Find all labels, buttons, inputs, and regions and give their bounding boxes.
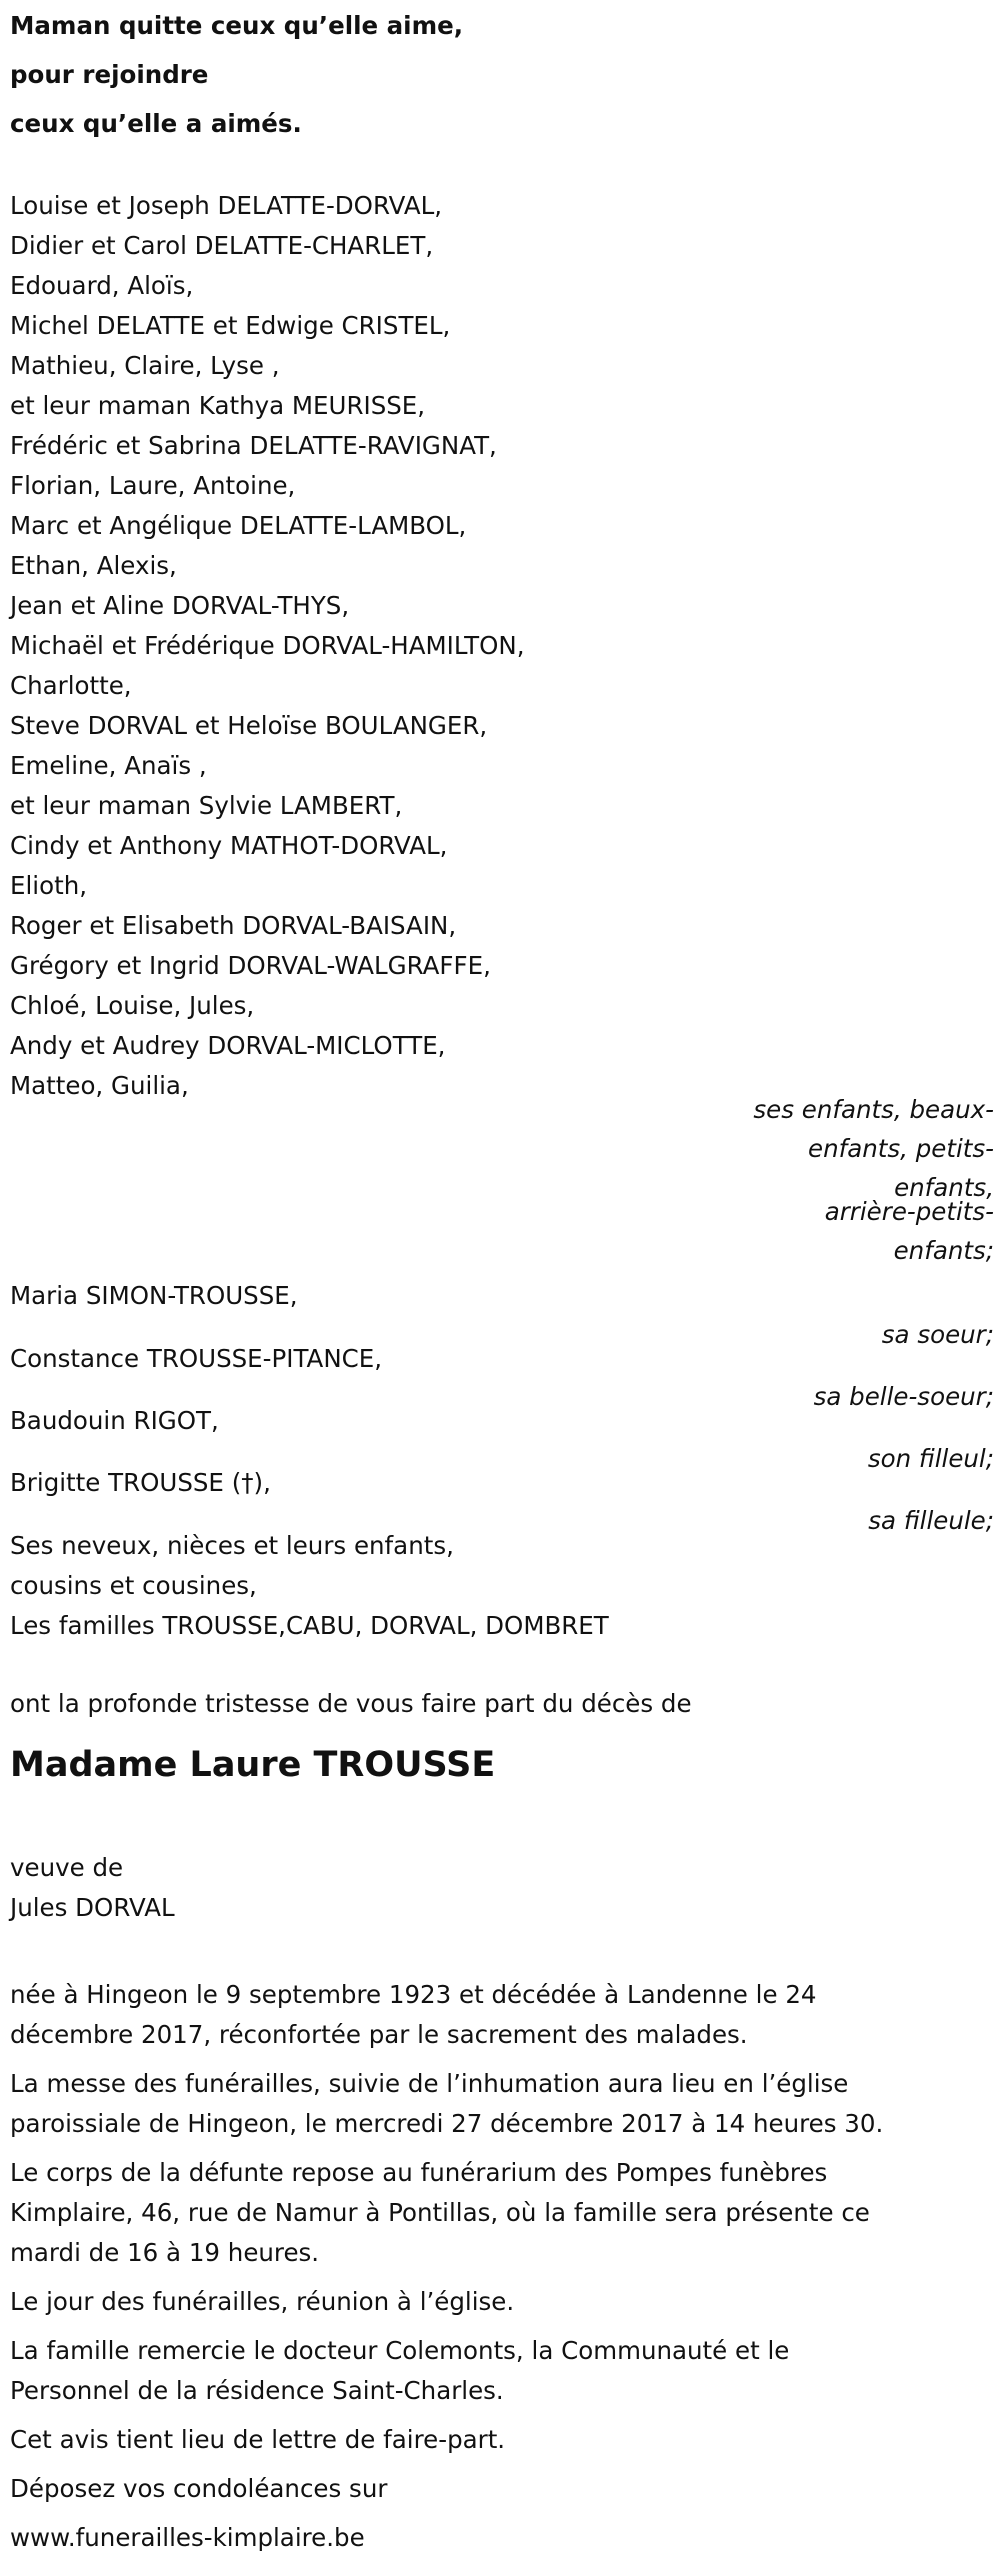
family-line: Chloé, Louise, Jules,: [10, 991, 255, 1020]
family-line: Ethan, Alexis,: [10, 551, 177, 580]
details-line: Déposez vos condoléances sur: [10, 2474, 388, 2503]
deceased-name: Madame Laure TROUSSE: [10, 1745, 496, 1785]
relative-name: Constance TROUSSE-PITANCE,: [10, 1344, 383, 1373]
family-line: et leur maman Kathya MEURISSE,: [10, 391, 426, 420]
details-line: Kimplaire, 46, rue de Namur à Pontillas, où la famille sera présente ce: [10, 2198, 870, 2227]
family-line: Emeline, Anaïs ,: [10, 751, 207, 780]
family-line: Matteo, Guilia,: [10, 1071, 189, 1100]
details-line: paroissiale de Hingeon, le mercredi 27 décembre 2017 à 14 heures 30.: [10, 2109, 884, 2138]
relative-name: Baudouin RIGOT,: [10, 1406, 219, 1435]
details-line: Cet avis tient lieu de lettre de faire-part.: [10, 2425, 506, 2454]
relative-relation: sa belle-soeur;: [813, 1382, 994, 1411]
relative-relation: son filleul;: [867, 1444, 994, 1473]
details-line: Le jour des funérailles, réunion à l’église.: [10, 2287, 515, 2316]
announcement: ont la profonde tristesse de vous faire part du décès de: [10, 1689, 692, 1718]
others-line: cousins et cousines,: [10, 1571, 257, 1600]
details-line: Le corps de la défunte repose au funérarium des Pompes funèbres: [10, 2158, 828, 2187]
family-line: Grégory et Ingrid DORVAL-WALGRAFFE,: [10, 951, 491, 980]
others-line: Ses neveux, nièces et leurs enfants,: [10, 1531, 454, 1560]
relative-name: Brigitte TROUSSE (†),: [10, 1468, 271, 1497]
details-line: La messe des funérailles, suivie de l’inhumation aura lieu en l’église: [10, 2069, 849, 2098]
details-line: née à Hingeon le 9 septembre 1923 et décédée à Landenne le 24: [10, 1980, 817, 2009]
relative-relation: sa filleule;: [868, 1506, 994, 1535]
condolences-link[interactable]: www.funerailles-kimplaire.be: [10, 2523, 365, 2552]
epigraph-line-2: pour rejoindre: [10, 60, 209, 89]
relative-relation: sa soeur;: [881, 1320, 994, 1349]
family-line: Steve DORVAL et Heloïse BOULANGER,: [10, 711, 488, 740]
family-relation-line: enfants,: [894, 1173, 994, 1202]
epigraph-line-3: ceux qu’elle a aimés.: [10, 109, 302, 138]
family-line: Didier et Carol DELATTE-CHARLET,: [10, 231, 434, 260]
family-line: Charlotte,: [10, 671, 132, 700]
family-line: Frédéric et Sabrina DELATTE-RAVIGNAT,: [10, 431, 497, 460]
family-line: Michel DELATTE et Edwige CRISTEL,: [10, 311, 451, 340]
family-relation-line: enfants;: [893, 1236, 994, 1265]
family-line: Florian, Laure, Antoine,: [10, 471, 296, 500]
details-line: Personnel de la résidence Saint-Charles.: [10, 2376, 504, 2405]
details-line: décembre 2017, réconfortée par le sacrement des malades.: [10, 2020, 748, 2049]
epigraph-line-1: Maman quitte ceux qu’elle aime,: [10, 11, 464, 40]
family-line: Roger et Elisabeth DORVAL-BAISAIN,: [10, 911, 457, 940]
family-line: Edouard, Aloïs,: [10, 271, 194, 300]
family-relation-line: arrière-petits-: [824, 1197, 994, 1226]
family-relation-line: enfants, petits-: [808, 1134, 994, 1163]
family-line: et leur maman Sylvie LAMBERT,: [10, 791, 403, 820]
widow-line: Jules DORVAL: [10, 1893, 175, 1922]
family-line: Cindy et Anthony MATHOT-DORVAL,: [10, 831, 448, 860]
family-line: Louise et Joseph DELATTE-DORVAL,: [10, 191, 443, 220]
relative-name: Maria SIMON-TROUSSE,: [10, 1281, 298, 1310]
family-line: Mathieu, Claire, Lyse ,: [10, 351, 280, 380]
family-line: Andy et Audrey DORVAL-MICLOTTE,: [10, 1031, 446, 1060]
family-line: Jean et Aline DORVAL-THYS,: [10, 591, 350, 620]
family-line: Elioth,: [10, 871, 88, 900]
details-line: La famille remercie le docteur Colemonts, la Communauté et le: [10, 2336, 790, 2365]
widow-line: veuve de: [10, 1853, 124, 1882]
family-line: Marc et Angélique DELATTE-LAMBOL,: [10, 511, 467, 540]
family-line: Michaël et Frédérique DORVAL-HAMILTON,: [10, 631, 525, 660]
family-relation-line: ses enfants, beaux-: [753, 1095, 994, 1124]
others-line: Les familles TROUSSE,CABU, DORVAL, DOMBRET: [10, 1611, 609, 1640]
details-line: mardi de 16 à 19 heures.: [10, 2238, 320, 2267]
